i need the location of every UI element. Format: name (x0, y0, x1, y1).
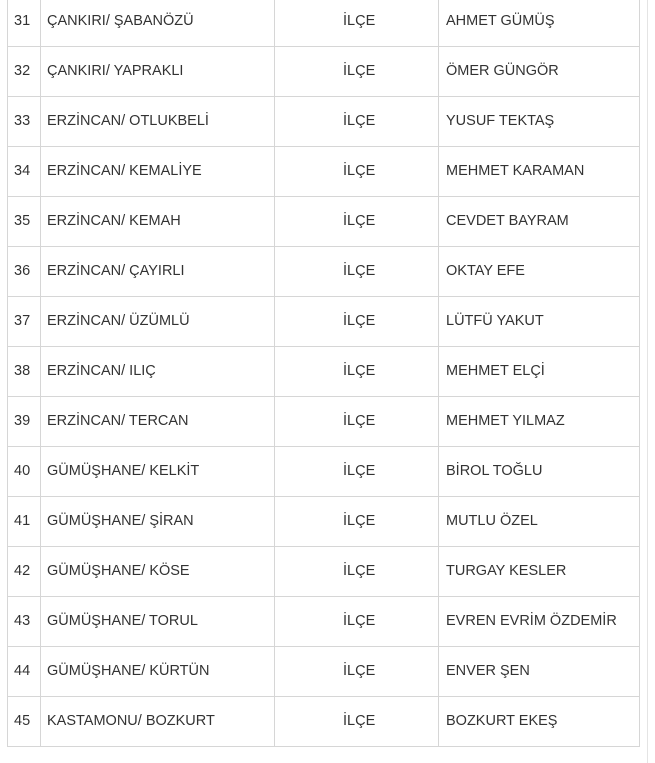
row-candidate-name: AHMET GÜMÜŞ (439, 0, 640, 47)
row-candidate-name: MUTLU ÖZEL (439, 497, 640, 547)
row-location: ERZİNCAN/ ÇAYIRLI (41, 247, 275, 297)
row-candidate-name: MEHMET ELÇİ (439, 347, 640, 397)
row-type: İLÇE (275, 47, 439, 97)
table-row (8, 247, 640, 297)
row-candidate-name: OKTAY EFE (439, 247, 640, 297)
row-location: GÜMÜŞHANE/ KÖSE (41, 547, 275, 597)
row-location: ERZİNCAN/ OTLUKBELİ (41, 97, 275, 147)
row-number: 44 (8, 647, 41, 697)
row-type: İLÇE (275, 597, 439, 647)
table-row (8, 597, 640, 647)
row-type: İLÇE (275, 297, 439, 347)
row-number: 36 (8, 247, 41, 297)
table-row (8, 97, 640, 147)
row-number: 45 (8, 697, 41, 747)
row-number: 33 (8, 97, 41, 147)
row-type: İLÇE (275, 197, 439, 247)
row-location: GÜMÜŞHANE/ TORUL (41, 597, 275, 647)
row-location: GÜMÜŞHANE/ KELKİT (41, 447, 275, 497)
row-type: İLÇE (275, 97, 439, 147)
row-candidate-name: BOZKURT EKEŞ (439, 697, 640, 747)
row-number: 31 (8, 0, 41, 47)
candidate-table (7, 0, 640, 747)
row-number: 35 (8, 197, 41, 247)
row-candidate-name: ÖMER GÜNGÖR (439, 47, 640, 97)
row-type: İLÇE (275, 147, 439, 197)
row-type: İLÇE (275, 547, 439, 597)
table-row (8, 647, 640, 697)
row-location: ERZİNCAN/ ILIÇ (41, 347, 275, 397)
row-type: İLÇE (275, 497, 439, 547)
row-type: İLÇE (275, 647, 439, 697)
row-location: ERZİNCAN/ KEMAH (41, 197, 275, 247)
row-location: ERZİNCAN/ TERCAN (41, 397, 275, 447)
table-row (8, 297, 640, 347)
table-row (8, 397, 640, 447)
row-candidate-name: LÜTFÜ YAKUT (439, 297, 640, 347)
row-location: ÇANKIRI/ ŞABANÖZÜ (41, 0, 275, 47)
row-candidate-name: TURGAY KESLER (439, 547, 640, 597)
row-location: GÜMÜŞHANE/ KÜRTÜN (41, 647, 275, 697)
table-row (8, 547, 640, 597)
row-number: 41 (8, 497, 41, 547)
row-type: İLÇE (275, 697, 439, 747)
row-number: 37 (8, 297, 41, 347)
row-type: İLÇE (275, 397, 439, 447)
row-number: 42 (8, 547, 41, 597)
row-type: İLÇE (275, 0, 439, 47)
row-candidate-name: CEVDET BAYRAM (439, 197, 640, 247)
table-row (8, 347, 640, 397)
candidate-table-container (7, 0, 639, 747)
row-location: ERZİNCAN/ KEMALİYE (41, 147, 275, 197)
row-type: İLÇE (275, 347, 439, 397)
row-number: 38 (8, 347, 41, 397)
table-row (8, 147, 640, 197)
row-candidate-name: BİROL TOĞLU (439, 447, 640, 497)
page-edge-divider (647, 0, 648, 763)
row-candidate-name: YUSUF TEKTAŞ (439, 97, 640, 147)
row-candidate-name: MEHMET KARAMAN (439, 147, 640, 197)
table-row (8, 697, 640, 747)
row-type: İLÇE (275, 247, 439, 297)
table-row (8, 497, 640, 547)
row-number: 34 (8, 147, 41, 197)
row-candidate-name: EVREN EVRİM ÖZDEMİR (439, 597, 640, 647)
table-row (8, 447, 640, 497)
row-candidate-name: ENVER ŞEN (439, 647, 640, 697)
row-location: GÜMÜŞHANE/ ŞİRAN (41, 497, 275, 547)
row-number: 32 (8, 47, 41, 97)
row-number: 40 (8, 447, 41, 497)
row-location: KASTAMONU/ BOZKURT (41, 697, 275, 747)
table-row (8, 47, 640, 97)
row-number: 43 (8, 597, 41, 647)
row-location: ERZİNCAN/ ÜZÜMLÜ (41, 297, 275, 347)
table-row (8, 197, 640, 247)
table-row (8, 0, 640, 47)
row-location: ÇANKIRI/ YAPRAKLI (41, 47, 275, 97)
row-number: 39 (8, 397, 41, 447)
row-type: İLÇE (275, 447, 439, 497)
row-candidate-name: MEHMET YILMAZ (439, 397, 640, 447)
